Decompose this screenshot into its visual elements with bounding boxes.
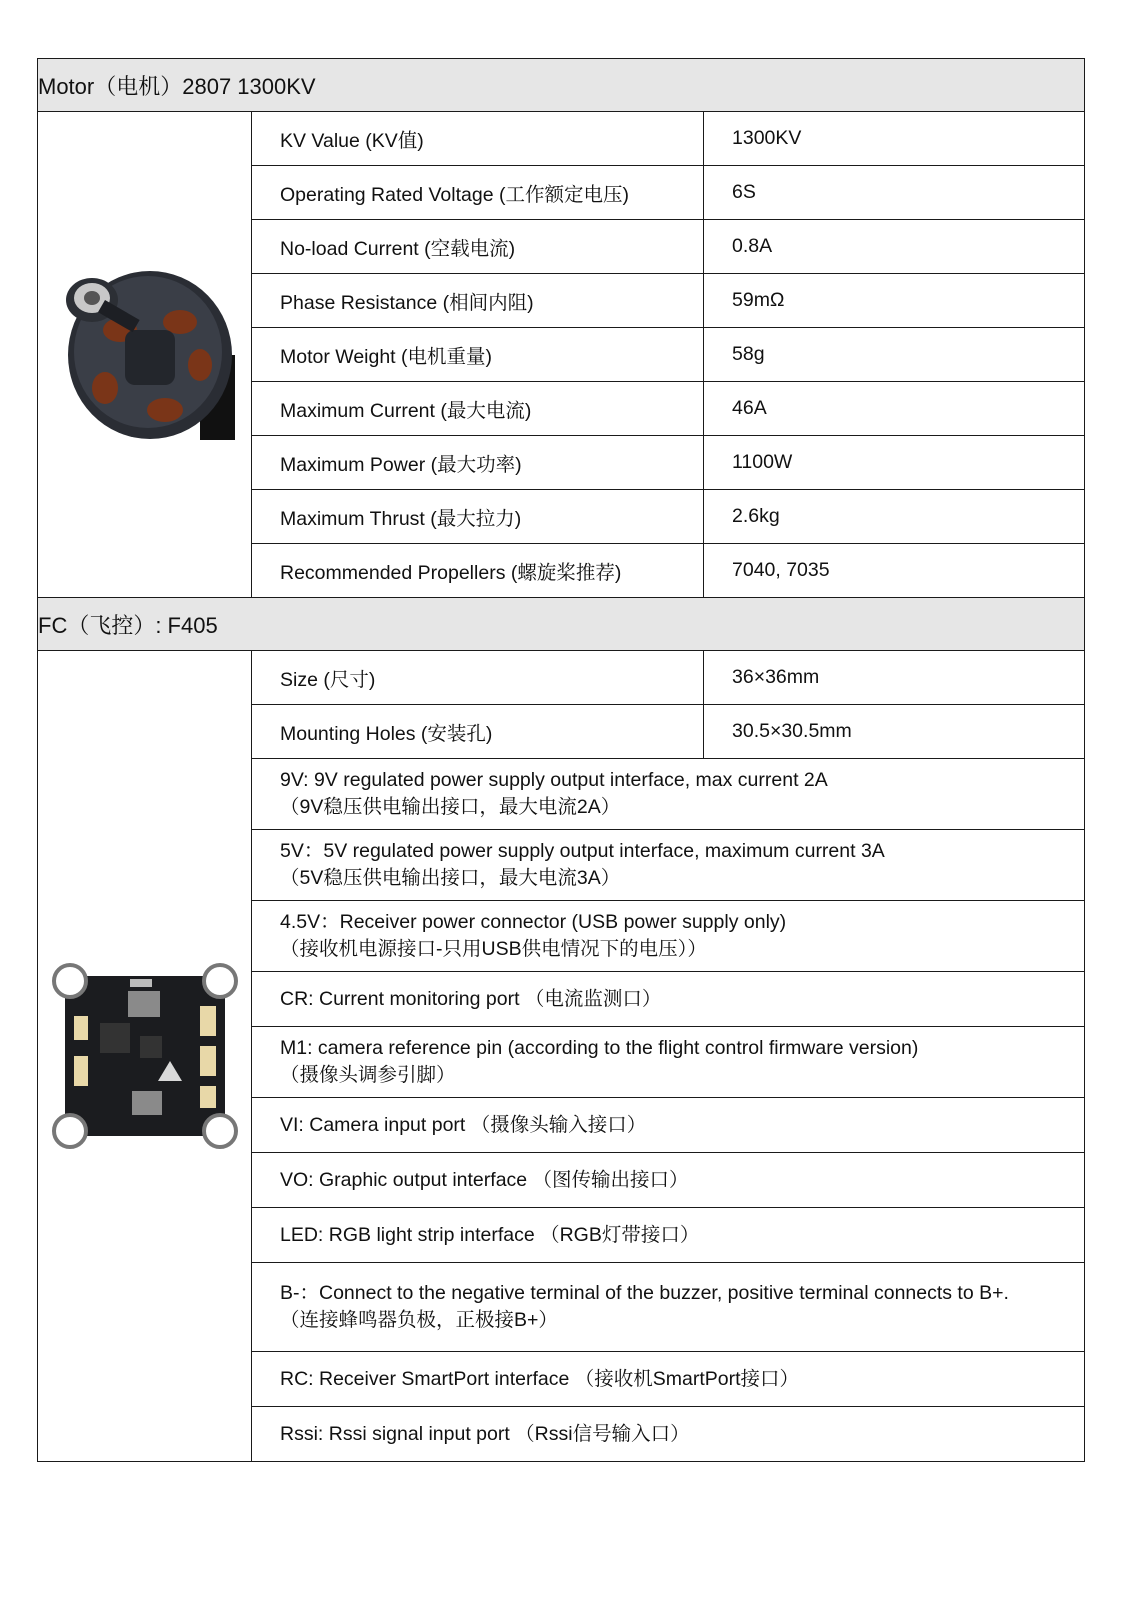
spec-label: Recommended Propellers (螺旋桨推荐) — [252, 544, 704, 598]
spec-value: 2.6kg — [704, 490, 1085, 544]
port-desc-en: M1: camera reference pin (according to the flight control firmware version) — [280, 1037, 919, 1059]
port-desc-en: RC: Receiver SmartPort interface （接收机SmartPort接口） — [280, 1367, 800, 1390]
port-desc-en: CR: Current monitoring port （电流监测口） — [280, 987, 662, 1010]
spec-label: KV Value (KV值) — [252, 112, 704, 166]
port-description — [252, 759, 1085, 830]
port-desc-en: B-：Connect to the negative terminal of the buzzer, positive terminal connects to B+. — [280, 1282, 1009, 1304]
spec-label: Maximum Power (最大功率) — [252, 436, 704, 490]
port-description — [252, 1263, 1085, 1352]
port-description — [252, 1208, 1085, 1263]
spec-row — [38, 112, 1085, 166]
port-desc-cn: （5V稳压供电输出接口，最大电流3A） — [280, 867, 621, 889]
port-desc-cn: （摄像头调参引脚） — [280, 1064, 456, 1086]
spec-value: 1300KV — [704, 112, 1085, 166]
spec-value: 1100W — [704, 436, 1085, 490]
port-description — [252, 1027, 1085, 1098]
port-desc-en: 5V：5V regulated power supply output interface, maximum current 3A — [280, 840, 885, 862]
spec-row — [38, 651, 1085, 705]
port-description — [252, 1352, 1085, 1407]
spec-label: Phase Resistance (相间内阻) — [252, 274, 704, 328]
spec-label: Maximum Thrust (最大拉力) — [252, 490, 704, 544]
spec-value: 59mΩ — [704, 274, 1085, 328]
spec-value: 36×36mm — [704, 651, 1085, 705]
port-desc-en: VO: Graphic output interface （图传输出接口） — [280, 1168, 689, 1191]
spec-value: 30.5×30.5mm — [704, 705, 1085, 759]
port-desc-en: Rssi: Rssi signal input port （Rssi信号输入口） — [280, 1422, 690, 1445]
spec-label: Mounting Holes (安装孔) — [252, 705, 704, 759]
spec-label: No-load Current (空载电流) — [252, 220, 704, 274]
port-desc-cn: （接收机电源接口-只用USB供电情况下的电压）） — [280, 938, 707, 960]
motor-section-header — [38, 59, 1085, 112]
port-desc-cn: （9V稳压供电输出接口，最大电流2A） — [280, 796, 621, 818]
port-desc-en: VI: Camera input port （摄像头输入接口） — [280, 1113, 647, 1136]
port-desc-en: 9V: 9V regulated power supply output interface, max current 2A — [280, 769, 828, 791]
fc-section-header — [38, 598, 1085, 651]
spec-label: Operating Rated Voltage (工作额定电压) — [252, 166, 704, 220]
spec-label: Maximum Current (最大电流) — [252, 382, 704, 436]
port-description — [252, 972, 1085, 1027]
port-desc-en: LED: RGB light strip interface （RGB灯带接口） — [280, 1223, 700, 1246]
port-description — [252, 901, 1085, 972]
motor-image-cell — [38, 112, 252, 598]
port-description — [252, 1153, 1085, 1208]
port-description — [252, 1407, 1085, 1462]
spec-table — [37, 58, 1085, 1462]
motor-title: Motor（电机）2807 1300KV — [38, 59, 1085, 112]
motor-image — [50, 260, 240, 450]
spec-value: 0.8A — [704, 220, 1085, 274]
port-desc-en: 4.5V：Receiver power connector (USB power supply only) — [280, 911, 787, 933]
spec-value: 7040, 7035 — [704, 544, 1085, 598]
port-description — [252, 1098, 1085, 1153]
spec-value: 6S — [704, 166, 1085, 220]
port-description — [252, 830, 1085, 901]
spec-value: 46A — [704, 382, 1085, 436]
spec-value: 58g — [704, 328, 1085, 382]
spec-label: Motor Weight (电机重量) — [252, 328, 704, 382]
fc-image-cell — [38, 651, 252, 1462]
flight-controller-image — [50, 961, 240, 1151]
spec-label: Size (尺寸) — [252, 651, 704, 705]
port-desc-cn: （连接蜂鸣器负极，正极接B+） — [280, 1309, 558, 1331]
fc-title: FC（飞控）: F405 — [38, 598, 1085, 651]
